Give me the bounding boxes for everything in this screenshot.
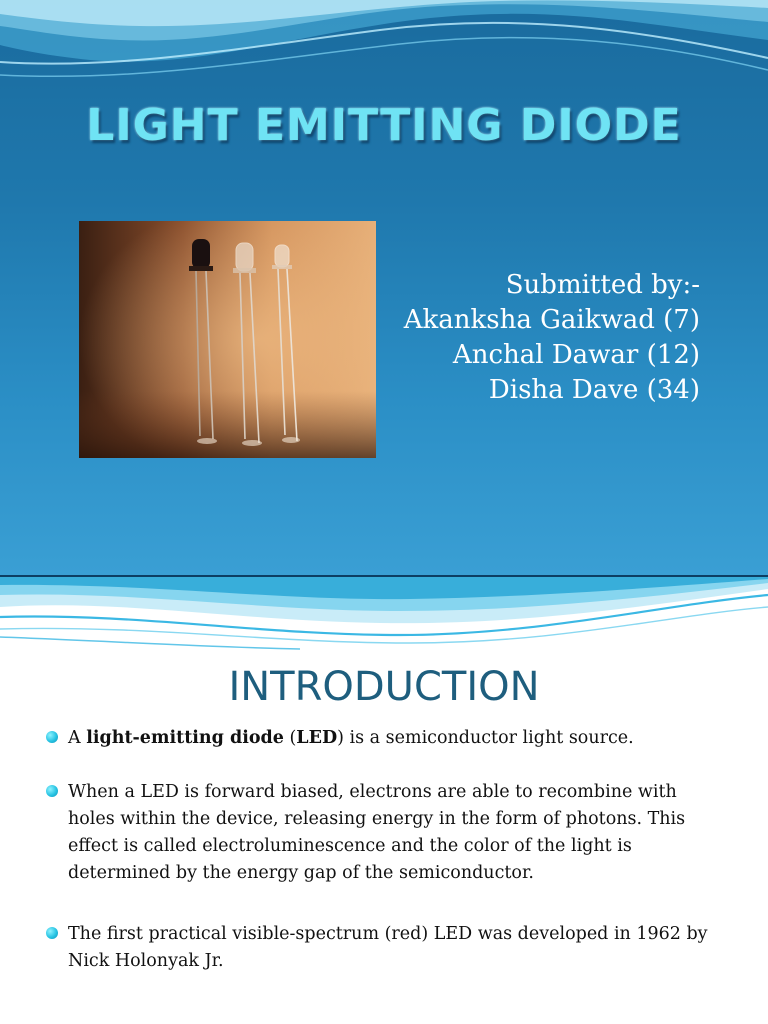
submitted-by-label: Submitted by:- (505, 270, 700, 300)
introduction-slide (0, 577, 768, 1024)
bullet-text: The first practical visible-spectrum (red) LED was developed in 1962 by Nick Holonyak Jr. (68, 924, 708, 971)
bullet-icon (46, 731, 58, 743)
slide-title: INTRODUCTION (228, 664, 540, 710)
bullet-text: When a LED is forward biased, electrons are able to recombine with holes within the device, releasing energy in the form of photons. This effect is called electroluminescence and the color of the light is determined by the energy gap of the semiconductor. (68, 782, 686, 883)
list-item (46, 921, 726, 975)
led-photo (79, 221, 376, 458)
header-wave-decoration (0, 0, 768, 110)
bullet-bold-text: LED (296, 728, 338, 748)
bullet-bold-text: light-emitting diode (86, 728, 284, 748)
header-wave-decoration (0, 577, 768, 667)
bullet-text: A (68, 728, 87, 748)
bullet-icon (46, 785, 58, 797)
member-name: Disha Dave (34) (488, 375, 700, 405)
list-item (46, 779, 726, 887)
member-name: Anchal Dawar (12) (452, 340, 700, 370)
submitters-block (404, 268, 700, 408)
list-item (46, 725, 726, 752)
bullet-text: ) is a semiconductor light source. (337, 728, 634, 748)
bullet-text: ( (283, 728, 297, 748)
bullet-list (46, 725, 726, 975)
member-name: Akanksha Gaikwad (7) (403, 305, 700, 335)
bullet-icon (46, 927, 58, 939)
slide-title: LIGHT EMITTING DIODE (86, 100, 682, 151)
